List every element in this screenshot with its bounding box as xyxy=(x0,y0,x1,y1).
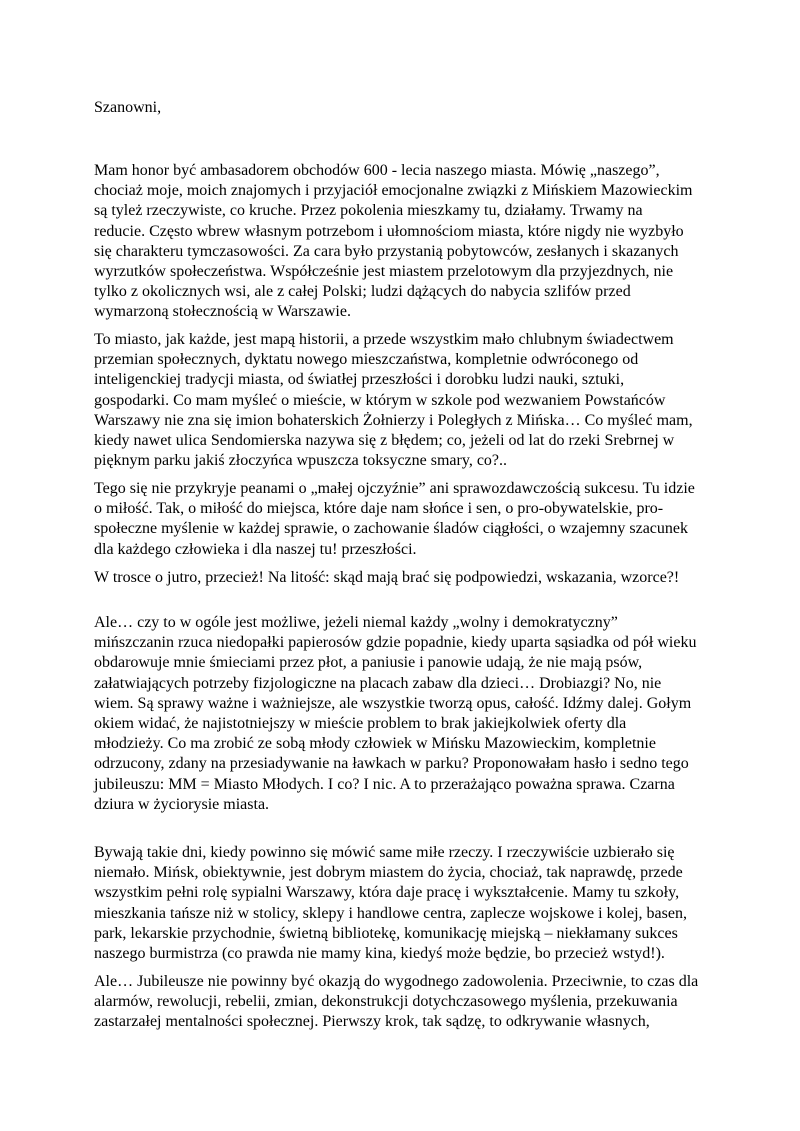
text-line: niemało. Mińsk, obiektywnie, jest dobrym miastem do życia, chociaż, tak naprawdę, przede xyxy=(94,864,683,882)
text-line: dziura w życiorysie miasta. xyxy=(94,795,270,813)
paragraph-5 xyxy=(94,613,714,815)
text-line: jubileuszu: MM = Miasto Młodych. I co? I nic. A to przerażająco poważna sprawa. Czarna xyxy=(94,775,675,793)
text-line: o miłość. Tak, o miłość do miejsca, które daje nam słońce i sen, o pro-obywatelskie, pro- xyxy=(94,500,664,518)
text-line: mieszkania tańsze niż w stolicy, sklepy i handlowe centra, zaplecze wojskowe i kolej, basen, xyxy=(94,904,687,922)
text-line: odrzucony, zdany na przesiadywanie na ławkach w parku? Proponowałam hasło i sedno tego xyxy=(94,755,689,773)
text-line: kiedy nawet ulica Sendomierska nazywa się z błędem; co, jeżeli od lat do rzeki Srebrnej w xyxy=(94,431,675,449)
text-line: gospodarki. Co mam myśleć o mieście, w którym w szkole pod wezwaniem Powstańców xyxy=(94,391,666,409)
text-line: wymarzoną stołecznością w Warszawie. xyxy=(94,303,351,321)
text-line: mińszczanin rzuca niedopałki papierosów gdzie popadnie, kiedy uparta sąsiadka od pół wieku xyxy=(94,634,697,652)
text-line: Mam honor być ambasadorem obchodów 600 - lecia naszego miasta. Mówię „naszego”, xyxy=(94,162,660,179)
text-line: okiem widać, że najistotniejszy w mieście problem to brak jakiejkolwiek oferty dla xyxy=(94,714,627,732)
salutation xyxy=(94,98,714,118)
text-line: naszego burmistrza (co prawda nie mamy kina, kiedyś może będzie, bo przecież wstyd!). xyxy=(94,944,665,962)
text-line: pięknym parku jakiś złoczyńca wpuszcza toksyczne smary, co?.. xyxy=(94,452,508,470)
text-line: park, lekarskie przychodnie, świetną bibliotekę, komunikację miejską – niekłamany sukces xyxy=(94,924,678,942)
text-line: chociaż moje, moich znajomych i przyjaciół emocjonalne związki z Mińskiem Mazowieckim xyxy=(94,182,693,200)
text-line: reducie. Często wbrew własnym potrzebom i ułomnościom miasta, które nigdy nie wyzbyło xyxy=(94,222,684,240)
text-line: alarmów, rewolucji, rebelii, zmian, dekonstrukcji dotychczasowego myślenia, przekuwania xyxy=(94,993,678,1011)
paragraph-2 xyxy=(94,330,714,471)
text-line: Warszawy nie zna się imion bohaterskich Żołnierzy i Poległych z Mińska… Co myśleć mam, xyxy=(94,411,693,429)
text-line: To miasto, jak każde, jest mapą historii, a przede wszystkim mało chlubnym świadectwem xyxy=(94,331,674,348)
text-line: przemian społecznych, dyktatu nowego mieszczaństwa, kompletnie odwróconego od xyxy=(94,351,639,369)
text-line: społeczne myślenie w każdej sprawie, o zachowanie śladów ciągłości, o wzajemny szacunek xyxy=(94,520,688,538)
text-line: Ale… Jubileusze nie powinny być okazją do wygodnego zadowolenia. Przeciwnie, to czas dla xyxy=(94,973,699,990)
text-line: załatwiających potrzeby fizjologiczne na placach zabaw dla dzieci… Drobiazgi? No, nie xyxy=(94,674,662,692)
text-line: zastarzałej mentalności społecznej. Pierwszy krok, tak sądzę, to odkrywanie własnych, xyxy=(94,1013,650,1031)
text-line: W trosce o jutro, przecież! Na litość: skąd mają brać się podpowiedzi, wskazania, wzorce?! xyxy=(94,569,680,586)
paragraph-4 xyxy=(94,568,714,588)
text-line: młodzieży. Co ma zrobić ze sobą młody człowiek w Mińsku Mazowieckim, kompletnie xyxy=(94,735,656,753)
text-line: się charakteru tymczasowości. Za cara było przystanią pobytowców, zesłanych i skazanych xyxy=(94,242,679,260)
text-line: dla każdego człowieka i dla naszej tu! przeszłości. xyxy=(94,540,417,558)
paragraph-3 xyxy=(94,479,714,560)
paragraph-7 xyxy=(94,972,714,1033)
text-line: tylko z okolicznych wsi, ale z całej Polski; ludzi dążących do nabycia szlifów przed xyxy=(94,283,631,301)
text-line: wyrzutków społeczeństwa. Współcześnie jest miastem przelotowym dla przyjezdnych, nie xyxy=(94,262,674,280)
text-line: inteligenckiej tradycji miasta, od światłej przeszłości i dorobku ludzi nauki, sztuki, xyxy=(94,371,625,389)
text-line: Ale… czy to w ogóle jest możliwe, jeżeli niemal każdy „wolny i demokratyczny” xyxy=(94,614,618,631)
text-line: Tego się nie przykryje peanami o „małej ojczyźnie” ani sprawozdawczością sukcesu. Tu idzie xyxy=(94,480,695,497)
paragraph-1 xyxy=(94,161,714,323)
text-line: wszystkim pełni rolę sypialni Warszawy, która daje pracę i wykształcenie. Mamy tu szkoły, xyxy=(94,884,680,902)
text-line: obdarowuje mnie śmieciami przez płot, a paniusie i panowie udają, że nie mają psów, xyxy=(94,654,643,672)
text-line: wiem. Są sprawy ważne i ważniejsze, ale wszystkie tworzą opus, całość. Idźmy dalej. Gołym xyxy=(94,694,692,712)
paragraph-6 xyxy=(94,843,714,964)
salutation-line: Szanowni, xyxy=(94,99,162,116)
text-line: są tyleż rzeczywiste, co kruche. Przez pokolenia mieszkamy tu, działamy. Trwamy na xyxy=(94,202,643,220)
text-line: Bywają takie dni, kiedy powinno się mówić same miłe rzeczy. I rzeczywiście uzbierało się xyxy=(94,844,675,861)
